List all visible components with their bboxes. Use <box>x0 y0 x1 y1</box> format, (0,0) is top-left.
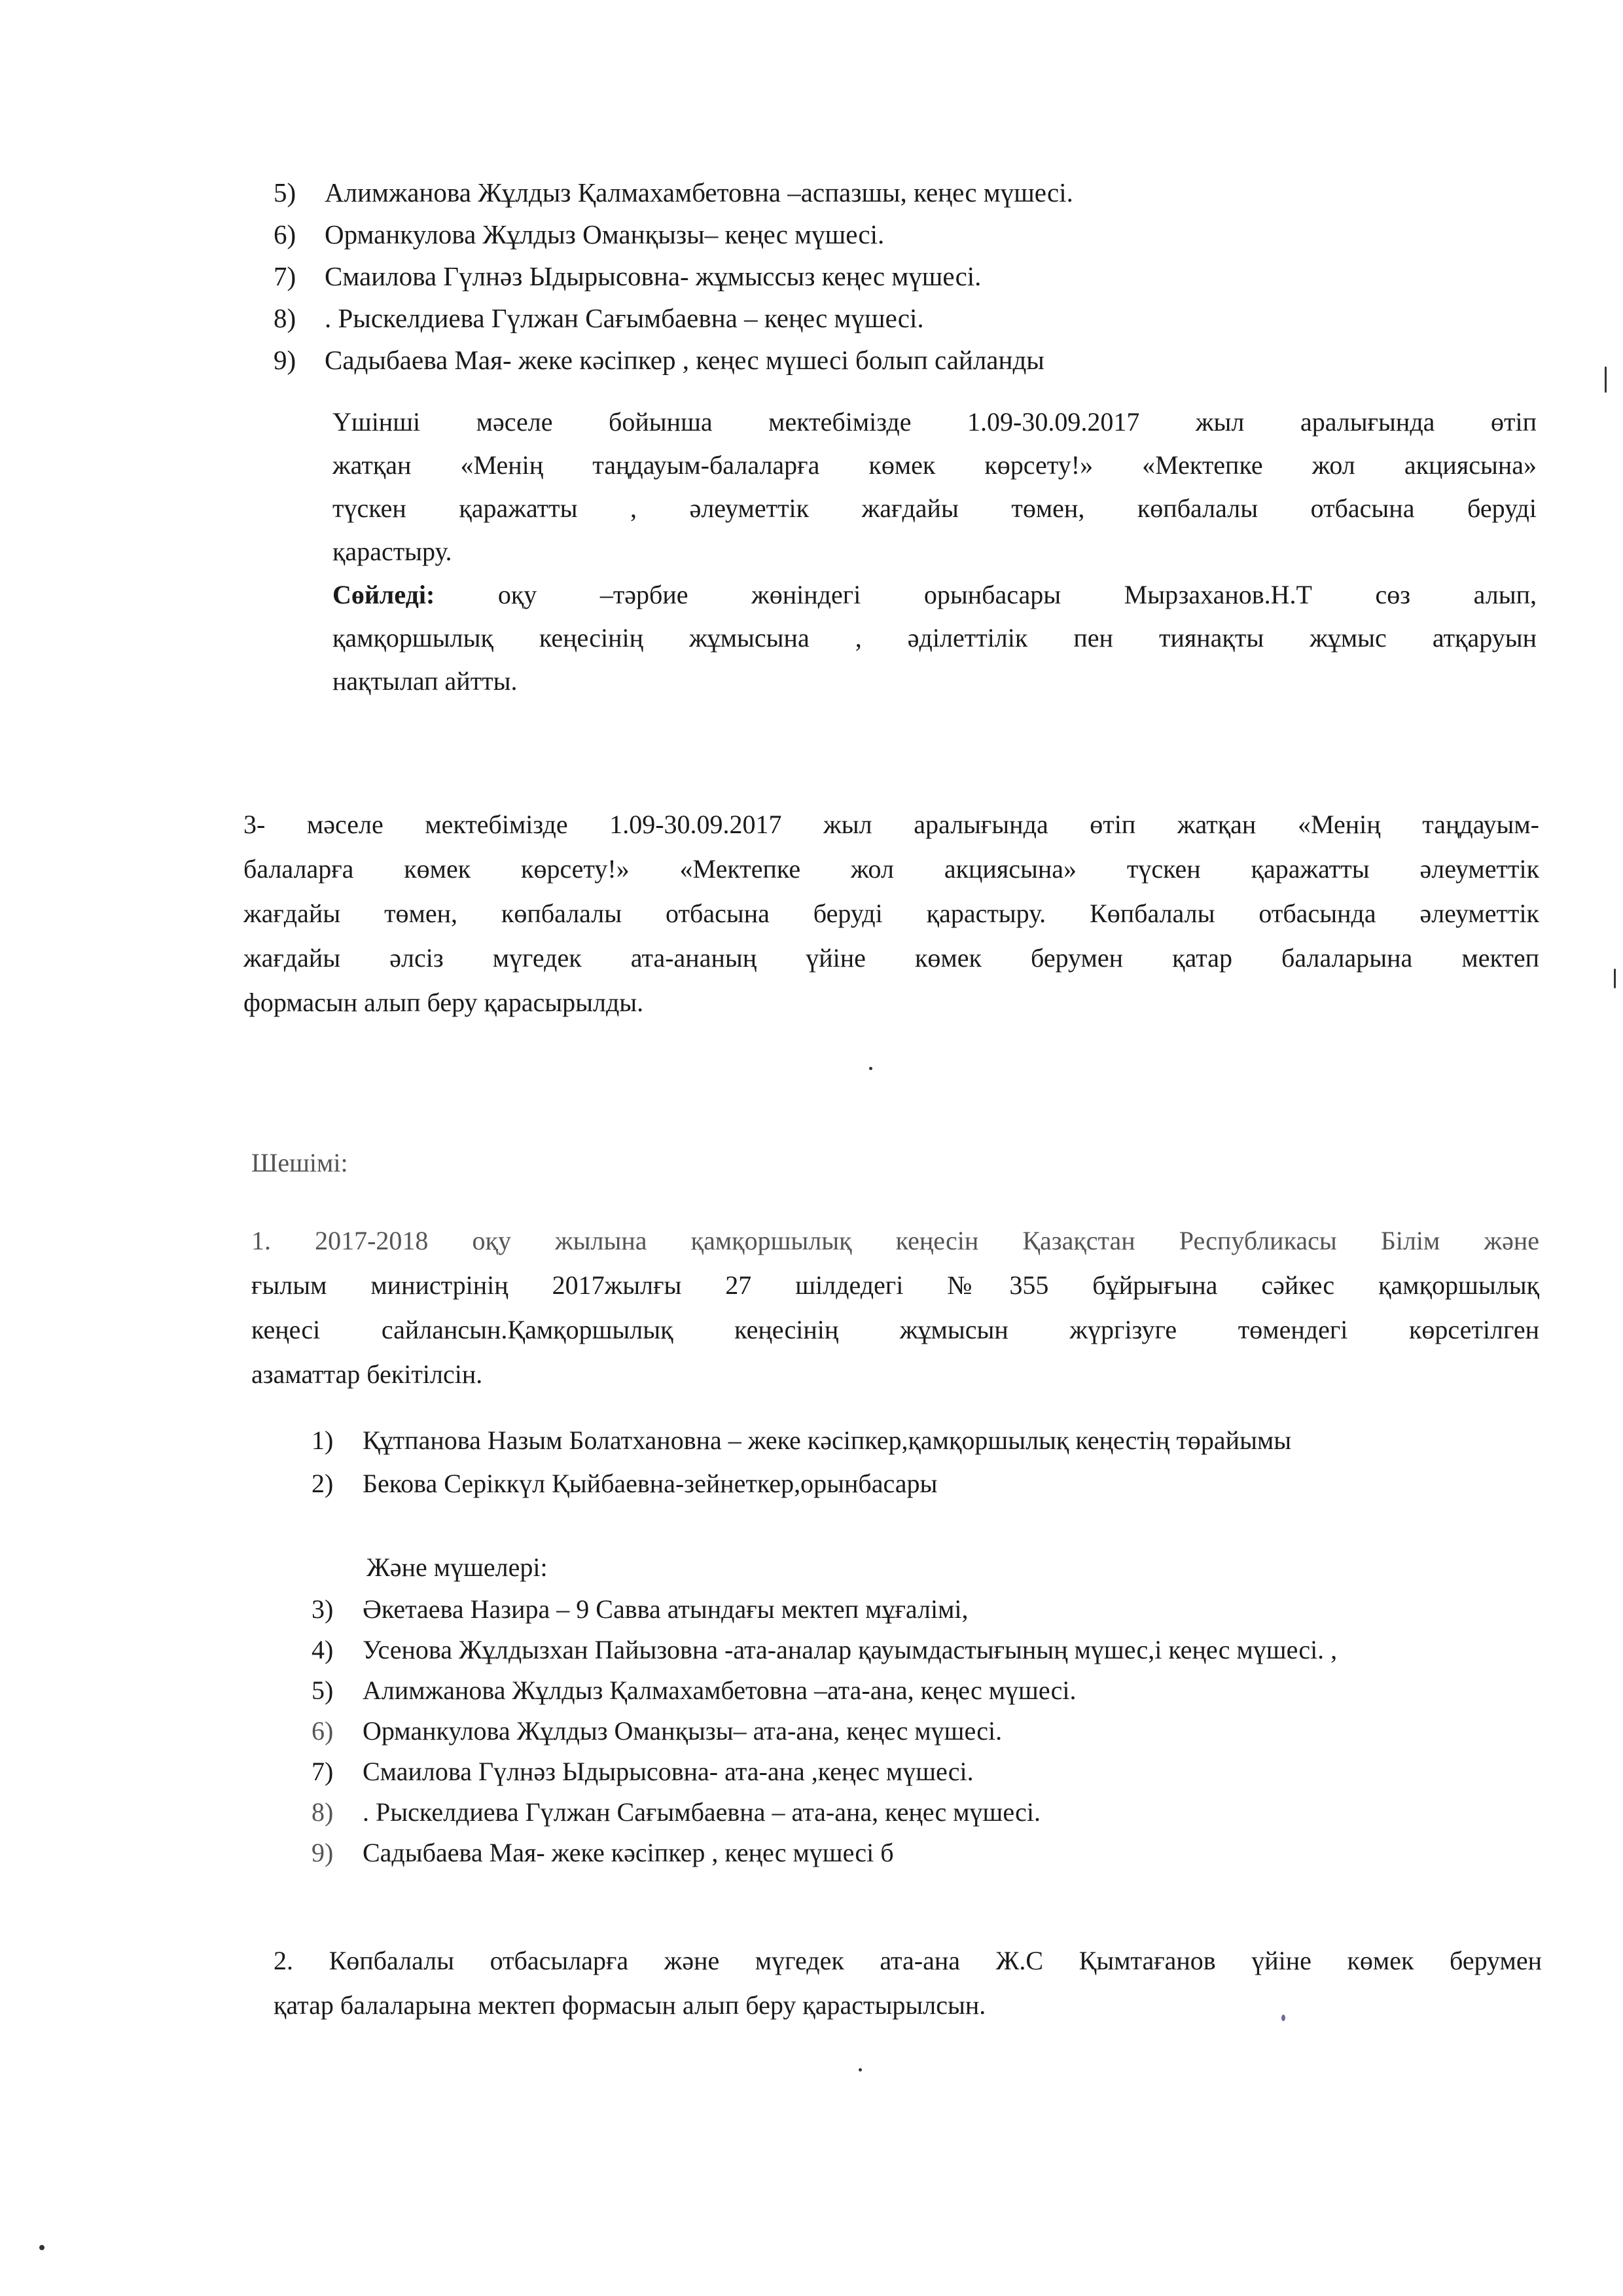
list-item <box>274 171 1386 213</box>
list-number: 8) <box>274 303 296 333</box>
scan-speck <box>869 1067 872 1070</box>
list-text: Орманкулова Жұлдыз Оманқызы– кеңес мүшесі. <box>325 219 885 249</box>
issue3-paragraph <box>332 401 1537 703</box>
text-line: жағдайы төмен, көпбалалы отбасына беруді қарастыру. Көпбалалы отбасында әлеуметтік <box>243 899 1539 928</box>
text-line: ғылым министрінің 2017жылғы 27 шілдедегі №355 бұйрығына сәйкес қамқоршылық <box>251 1270 1539 1300</box>
list-item <box>274 213 1386 255</box>
council-leaders-list <box>312 1419 1542 1505</box>
list-text: Смаилова Гүлнәз Ыдырысовна- ата-ана ,кеңес мүшесі. <box>363 1757 974 1786</box>
text-line: қамқоршылық кеңесінің жұмысына , әділеттілік пен тиянақты жұмыс атқаруын <box>332 623 1537 653</box>
text-line: 3- мәселе мектебімізде 1.09-30.09.2017 жыл аралығында өтіп жатқан «Менің таңдауым- <box>243 810 1539 839</box>
list-number: 1) <box>312 1426 334 1455</box>
list-text: Садыбаева Мая- жеке кәсіпкер , кеңес мүшесі болып сайланды <box>325 345 1044 375</box>
list-number: 7) <box>312 1757 334 1786</box>
list-item <box>274 255 1386 297</box>
list-text: Усенова Жұлдызхан Пайызовна -ата-аналар қауымдастығының мүшес,і кеңес мүшесі. , <box>363 1635 1338 1664</box>
text-line: жатқан «Менің таңдауым-балаларға көмек көрсету!» «Мектепке жол акциясына» <box>332 450 1537 480</box>
list-item <box>312 1589 1503 1630</box>
text-line: балаларға көмек көрсету!» «Мектепке жол акциясына» түскен қаражатты әлеуметтік <box>243 854 1539 884</box>
list-item <box>274 339 1386 381</box>
members-heading: Және мүшелері: <box>366 1552 548 1582</box>
decision-heading: Шешімі: <box>251 1148 348 1177</box>
decision-2 <box>274 1939 1542 2028</box>
scan-speck <box>1614 969 1616 988</box>
list-number: 2) <box>312 1469 334 1498</box>
list-text: Алимжанова Жұлдыз Қалмахамбетовна –аспазшы, кеңес мүшесі. <box>325 177 1073 207</box>
scan-speck <box>1605 367 1607 393</box>
text-line: түскен қаражатты , әлеуметтік жағдайы төмен, көпбалалы отбасына беруді <box>332 493 1537 523</box>
list-item <box>312 1833 1503 1873</box>
paragraph-3 <box>243 802 1539 1025</box>
list-number: 3) <box>312 1594 334 1624</box>
scan-speck <box>859 2068 862 2072</box>
text-line: кеңесі сайлансын.Қамқоршылық кеңесінің жұмысын жүргізуге төмендегі көрсетілген <box>251 1315 1539 1344</box>
list-text: Алимжанова Жұлдыз Қалмахамбетовна –ата-ана, кеңес мүшесі. <box>363 1676 1077 1705</box>
list-item <box>274 297 1386 339</box>
list-number: 4) <box>312 1635 334 1664</box>
list-number: 5) <box>312 1676 334 1705</box>
list-number: 5) <box>274 177 296 207</box>
text-line: 2. Көпбалалы отбасыларға және мүгедек ата-ана Ж.С Қымтағанов үйіне көмек берумен <box>274 1946 1542 1975</box>
list-text: Бекова Серіккүл Қыйбаевна-зейнеткер,орынбасары <box>363 1469 938 1498</box>
list-text: Садыбаева Мая- жеке кәсіпкер , кеңес мүшесі б <box>363 1838 894 1867</box>
list-item <box>312 1670 1503 1711</box>
list-number: 6) <box>312 1716 334 1746</box>
speaker-label: Сөйледі: <box>332 580 435 609</box>
text-line: Үшінші мәселе бойынша мектебімізде 1.09-30.09.2017 жыл аралығында өтіп <box>332 407 1537 437</box>
list-text: Құтпанова Назым Болатхановна – жеке кәсіпкер,қамқоршылық кеңестің төрайымы <box>363 1426 1292 1455</box>
list-number: 9) <box>312 1838 334 1867</box>
council-members-list <box>312 1589 1503 1873</box>
decision-1 <box>251 1219 1539 1397</box>
speaker-text: оқу –тәрбие жөніндегі орынбасары Мырзаханов.Н.Т сөз алып, <box>435 580 1537 609</box>
list-text: Смаилова Гүлнәз Ыдырысовна- жұмыссыз кеңес мүшесі. <box>325 261 982 291</box>
list-item <box>312 1792 1503 1833</box>
list-item <box>312 1711 1503 1751</box>
scan-speck <box>39 2245 45 2250</box>
list-item <box>312 1419 1542 1462</box>
text-line: азаматтар бекітілсін. <box>251 1359 483 1389</box>
list-text: . Рыскелдиева Гүлжан Сағымбаевна – кеңес мүшесі. <box>325 303 924 333</box>
list-number: 9) <box>274 345 296 375</box>
list-number: 7) <box>274 261 296 291</box>
text-line: формасын алып беру қарасырылды. <box>243 988 644 1017</box>
list-item <box>312 1462 1542 1505</box>
list-text: . Рыскелдиева Гүлжан Сағымбаевна – ата-ана, кеңес мүшесі. <box>363 1797 1041 1827</box>
text-line: 1. 2017-2018 оқу жылына қамқоршылық кеңесін Қазақстан Республикасы Білім және <box>251 1226 1539 1255</box>
scan-speck <box>1281 2015 1285 2021</box>
list-item <box>312 1751 1503 1792</box>
council-list-top <box>274 171 1386 381</box>
text-line: қарастыру. <box>332 537 452 566</box>
list-text: Әкетаева Назира – 9 Савва атындағы мектеп мұғалімі, <box>363 1594 969 1624</box>
list-number: 8) <box>312 1797 334 1827</box>
text-line: нақтылап айтты. <box>332 666 518 696</box>
speaker-line <box>332 573 1537 617</box>
list-number: 6) <box>274 219 296 249</box>
list-text: Орманкулова Жұлдыз Оманқызы– ата-ана, кеңес мүшесі. <box>363 1716 1003 1746</box>
list-item <box>312 1630 1503 1670</box>
text-line: қатар балаларына мектеп формасын алып беру қарастырылсын. <box>274 1990 986 2020</box>
text-line: жағдайы әлсіз мүгедек ата-ананың үйіне көмек берумен қатар балаларына мектеп <box>243 943 1539 973</box>
